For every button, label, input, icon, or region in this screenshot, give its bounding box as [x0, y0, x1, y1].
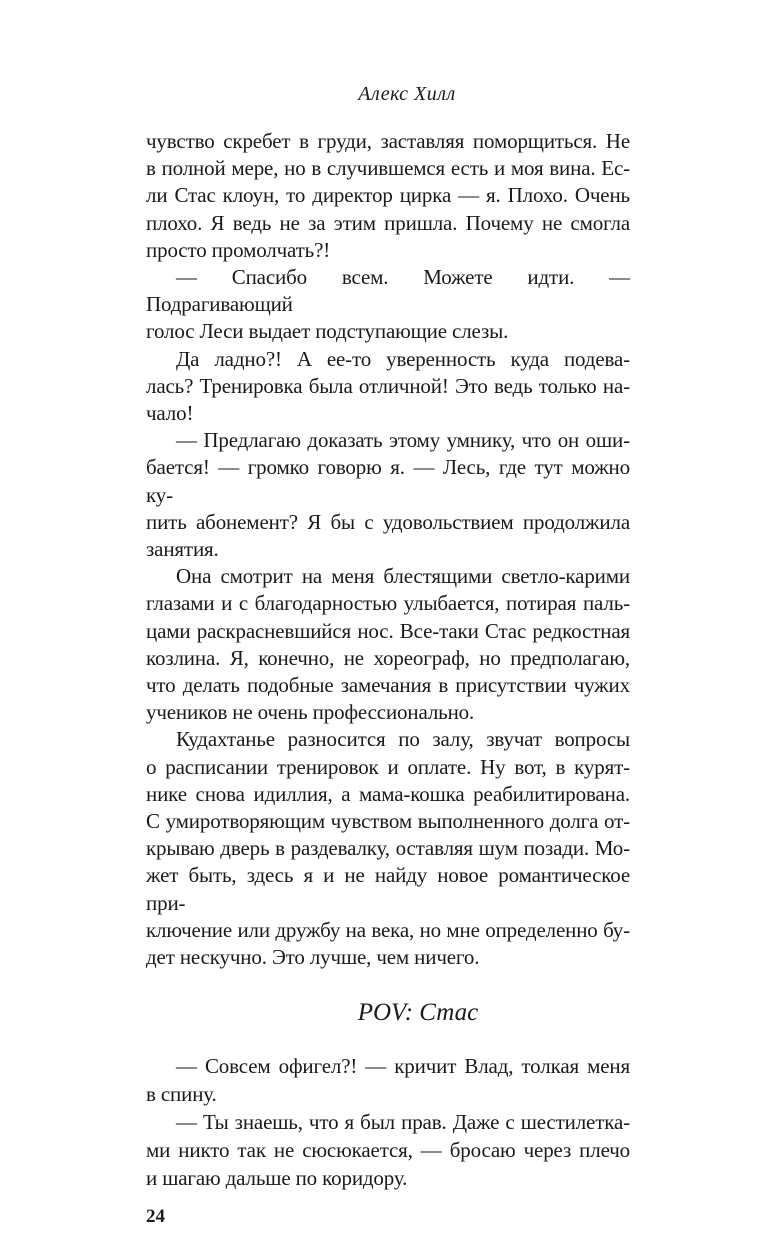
text-line: жет быть, здесь я и не найду новое романтическое при-	[146, 863, 630, 915]
book-page	[146, 0, 630, 1229]
text-line: ми никто так не сюсюкается, — бросаю через плечо	[146, 1138, 630, 1163]
text-line: нике снова идиллия, а мама-кошка реабилитирована.	[146, 781, 630, 806]
text-line: ли Стас клоун, то директор цирка — я. Плохо. Очень	[146, 183, 630, 208]
section-text	[146, 1053, 630, 1193]
text-line: — Предлагаю доказать этому умнику, что он оши-	[176, 428, 630, 453]
text-line: и шагаю дальше по коридору.	[146, 1165, 408, 1190]
text-line: Кудахтанье разносится по залу, звучат вопросы	[176, 727, 630, 752]
page-number: 24	[146, 1205, 165, 1227]
text-line: учеников не очень профессионально.	[146, 700, 475, 725]
text-line: просто промолчать?!	[146, 237, 331, 262]
section-heading: POV: Стас	[357, 999, 479, 1027]
text-line: занятия.	[146, 537, 219, 562]
text-line: Она смотрит на меня блестящими светло-карими	[176, 564, 630, 589]
text-line: крываю дверь в раздевалку, оставляя шум позади. Мо-	[146, 836, 630, 861]
text-line: бается! — громко говорю я. — Лесь, где тут можно ку-	[146, 455, 630, 507]
text-line: — Совсем офигел?! — кричит Влад, толкая меня	[176, 1054, 630, 1079]
text-line: чало!	[146, 401, 194, 426]
text-line: глазами и с благодарностью улыбается, потирая паль-	[146, 591, 630, 616]
text-line: в полной мере, но в случившемся есть и моя вина. Ес-	[146, 156, 630, 181]
text-line: Да ладно?! А ее-то уверенность куда подева-	[176, 346, 630, 371]
text-line: чувство скребет в груди, заставляя поморщиться. Не	[146, 129, 630, 153]
text-line: С умиротворяющим чувством выполненного долга от-	[146, 809, 630, 834]
text-line: цами раскрасневшийся нос. Все-таки Стас редкостная	[146, 618, 630, 643]
text-line: ключение или дружбу на века, но мне определенно бу-	[146, 917, 630, 942]
running-header: Алекс Хилл	[358, 83, 456, 105]
text-line: — Ты знаешь, что я был прав. Даже с шестилетка-	[176, 1110, 630, 1135]
text-line: лась? Тренировка была отличной! Это ведь только на-	[146, 373, 630, 398]
text-line: что делать подобные замечания в присутствии чужих	[146, 673, 630, 698]
text-line: голос Леси выдает подступающие слезы.	[146, 319, 509, 344]
text-line: плохо. Я ведь не за этим пришла. Почему не смогла	[146, 210, 630, 235]
text-line: о расписании тренировок и оплате. Ну вот, в курят-	[146, 754, 630, 779]
text-line: дет нескучно. Это лучше, чем ничего.	[146, 945, 480, 970]
text-line: в спину.	[146, 1082, 217, 1107]
text-line: пить абонемент? Я бы с удовольствием продолжила	[146, 509, 630, 534]
body-text	[146, 128, 630, 971]
text-line: козлина. Я, конечно, не хореограф, но предполагаю,	[146, 645, 630, 670]
text-line: — Спасибо всем. Можете идти. — Подрагивающий	[146, 265, 630, 317]
